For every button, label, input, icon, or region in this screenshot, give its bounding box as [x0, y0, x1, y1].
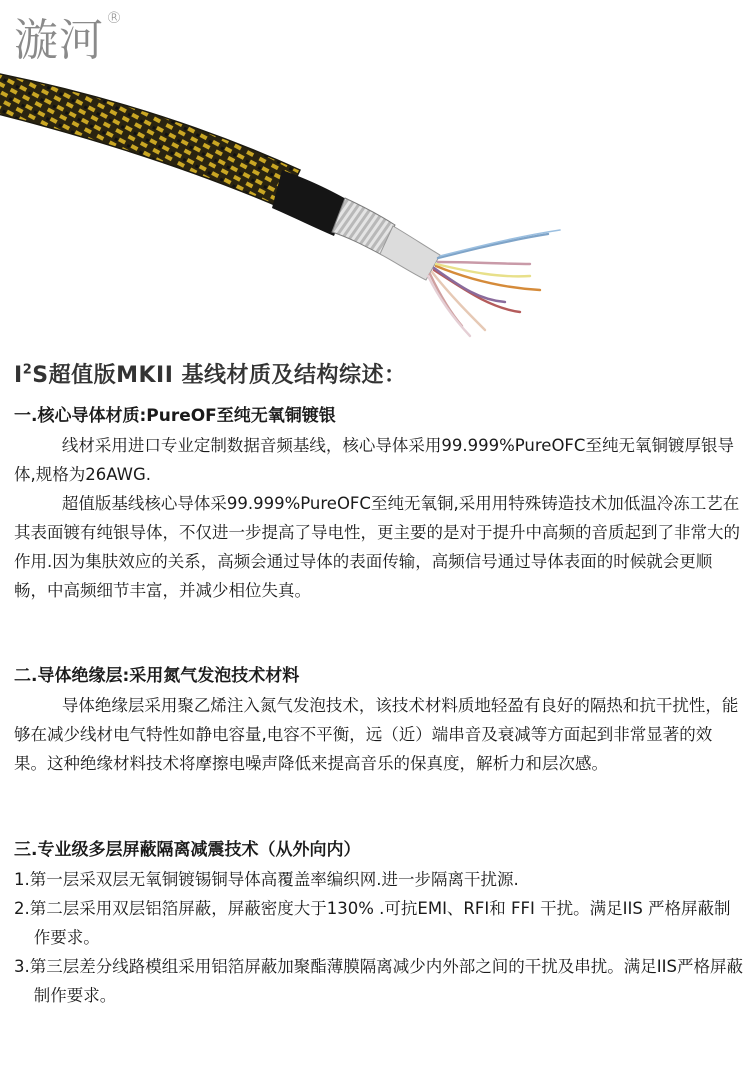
section-shielding [14, 836, 744, 1010]
list-item: 2.第二层采用双层铝箔屏蔽，屏蔽密度大于130% .可抗EMI、RFI和 FFI 干扰。满足IIS 严格屏蔽制作要求。 [14, 899, 731, 947]
section-title: 一.核心导体材质:PureOF至纯无氧铜镀银 [14, 406, 336, 426]
paragraph: 超值版基线核心导体采99.999%PureOFC至纯无氧铜,采用用特殊铸造技术加低温冷冻工艺在其表面镀有纯银导体，不仅进一步提高了导电性，更主要的是对于提升中高频的音质起到了非常大的作用.因为集肤效应的关系，高频会通过导体的表面传输，高频信号通过导体表面的时候就会更顺畅，中高频细节丰富，并减少相位失真。 [14, 494, 740, 600]
list-item: 3.第三层差分线路模组采用铝箔屏蔽加聚酯薄膜隔离减少内外部之间的干扰及串扰。满足IIS严格屏蔽制作要求。 [14, 957, 743, 1005]
registered-mark: ® [106, 8, 123, 27]
cable-product-image [0, 50, 753, 340]
paragraph: 线材采用进口专业定制数据音频基线，核心导体采用99.999%PureOFC至纯无氧铜镀厚银导体,规格为26AWG. [14, 436, 734, 484]
section-title: 三.专业级多层屏蔽隔离减震技术（从外向内） [14, 840, 361, 860]
paragraph: 导体绝缘层采用聚乙烯注入氮气发泡技术，该技术材料质地轻盈有良好的隔热和抗干扰性，能够在减少线材电气特性如静电容量,电容不平衡，远（近）端串音及衰减等方面起到非常显著的效果。这种绝缘材料技术将摩擦电噪声降低来提高音乐的保真度，解析力和层次感。 [14, 696, 739, 773]
list-item: 1.第一层采双层无氧铜镀锡铜导体高覆盖率编织网.进一步隔离干扰源. [14, 870, 519, 889]
section-core-conductor [14, 402, 744, 605]
section-title: 二.导体绝缘层:采用氮气发泡技术材料 [14, 666, 300, 686]
section-insulation [14, 662, 744, 778]
page-title: $I^2S$超值版MKII 基线材质及结构综述： [14, 362, 407, 388]
brand-name: 漩河 [14, 15, 104, 66]
